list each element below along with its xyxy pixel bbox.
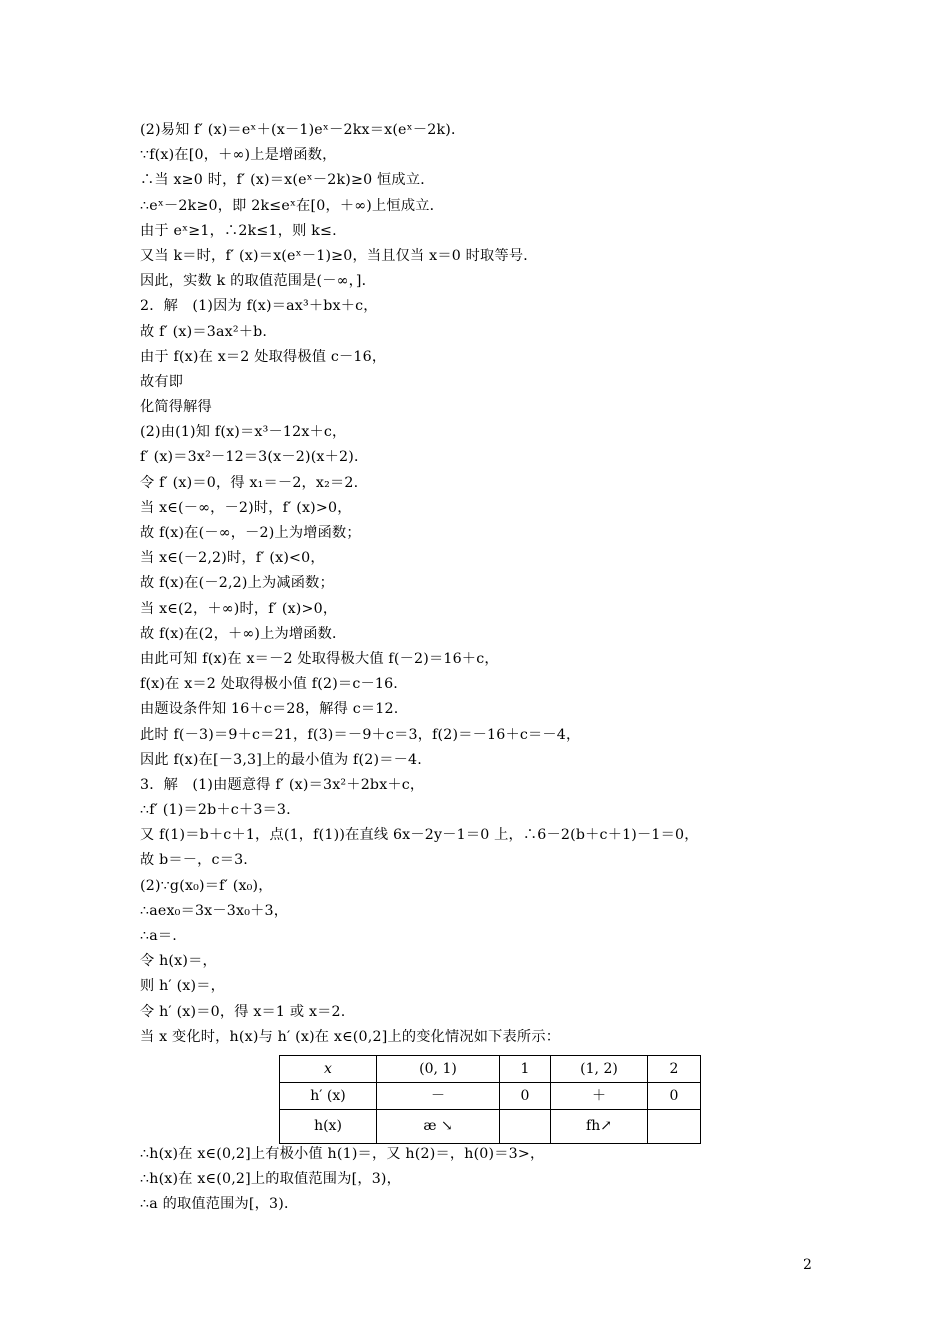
text-line: 因此，实数 k 的取值范围是(－∞，]． xyxy=(140,273,377,290)
variation-table xyxy=(279,1055,701,1144)
text-line: 故 b＝－，c＝3. xyxy=(140,852,249,869)
text-line: ∴当 x≥0 时，f′ (x)＝x(eˣ－2k)≥0 恒成立． xyxy=(140,172,435,189)
table-row xyxy=(280,1056,701,1083)
table-row xyxy=(280,1110,701,1144)
text-line: ∴h(x)在 x∈(0,2]上的取值范围为[，3)， xyxy=(140,1171,402,1188)
text-line: 2．解 (1)因为 f(x)＝ax³＋bx＋c， xyxy=(140,298,378,315)
text-line: ∴f′ (1)＝2b＋c＋3＝3. xyxy=(140,802,291,819)
table-cell: (0, 1) xyxy=(377,1056,500,1083)
solution-text-bottom xyxy=(140,1142,860,1218)
table-cell: 0 xyxy=(500,1083,551,1110)
table-cell: (1, 2) xyxy=(551,1056,648,1083)
table-cell: fh↗ xyxy=(551,1110,648,1144)
table-cell xyxy=(648,1110,701,1144)
text-line: ∴a＝. xyxy=(140,928,177,944)
table-cell xyxy=(500,1110,551,1144)
table-cell: h(x) xyxy=(280,1110,377,1144)
text-line: 令 h(x)＝， xyxy=(140,953,217,970)
table-cell: 2 xyxy=(648,1056,701,1083)
text-line: (2)易知 f′ (x)＝eˣ＋(x－1)eˣ－2kx＝x(eˣ－2k)． xyxy=(140,122,466,138)
text-line: 令 h′ (x)＝0，得 x＝1 或 x＝2. xyxy=(140,1003,346,1020)
table-cell: ＋ xyxy=(551,1083,648,1110)
text-line: 当 x∈(2，＋∞)时，f′ (x)>0， xyxy=(140,600,338,617)
table-cell: h′ (x) xyxy=(280,1083,377,1110)
text-line: (2)∵g(x₀)＝f′ (x₀)， xyxy=(140,877,273,894)
text-line: 故 f(x)在(2，＋∞)上为增函数． xyxy=(140,625,347,642)
text-line: 则 h′ (x)＝， xyxy=(140,978,226,995)
text-line: 当 x∈(－2,2)时，f′ (x)<0， xyxy=(140,550,325,567)
text-line: 由于 eˣ≥1，∴2k≤1，则 k≤. xyxy=(140,222,337,239)
text-line: f′ (x)＝3x²－12＝3(x－2)(x＋2)． xyxy=(140,449,369,466)
text-line: 由题设条件知 16＋c＝28，解得 c＝12. xyxy=(140,701,399,718)
solution-text-top xyxy=(140,118,860,1050)
text-line: 因此 f(x)在[－3,3]上的最小值为 f(2)＝－4. xyxy=(140,751,422,768)
text-line: 化简得解得 xyxy=(140,399,212,416)
text-line: ∵f(x)在[0，＋∞)上是增函数， xyxy=(140,147,337,164)
text-line: (2)由(1)知 f(x)＝x³－12x＋c， xyxy=(140,424,347,441)
text-line: 又当 k＝时，f′ (x)＝x(eˣ－1)≥0，当且仅当 x＝0 时取等号． xyxy=(140,247,538,264)
text-line: 3．解 (1)由题意得 f′ (x)＝3x²＋2bx＋c， xyxy=(140,776,425,793)
text-line: 故 f′ (x)＝3ax²＋b. xyxy=(140,323,268,340)
text-line: 令 f′ (x)＝0，得 x₁＝－2，x₂＝2. xyxy=(140,474,359,491)
text-line: 当 x∈(－∞，－2)时，f′ (x)>0， xyxy=(140,499,352,516)
table-cell: 1 xyxy=(500,1056,551,1083)
text-line: ∴eˣ－2k≥0，即 2k≤eˣ在[0，＋∞)上恒成立． xyxy=(140,197,444,214)
text-line: 由此可知 f(x)在 x＝－2 处取得极大值 f(－2)＝16＋c， xyxy=(140,650,499,667)
table-cell: 0 xyxy=(648,1083,701,1110)
text-line: 故有即 xyxy=(140,373,184,390)
text-line: 由于 f(x)在 x＝2 处取得极值 c－16， xyxy=(140,348,387,365)
table-cell: æ ↘ xyxy=(377,1110,500,1144)
text-line: ∴a 的取值范围为[，3)． xyxy=(140,1196,299,1213)
text-line: 当 x 变化时，h(x)与 h′ (x)在 x∈(0,2]上的变化情况如下表所示： xyxy=(140,1028,561,1045)
table-cell: x xyxy=(280,1056,377,1083)
table-cell: － xyxy=(377,1083,500,1110)
page-number: 2 xyxy=(803,1257,812,1273)
text-line: ∴aex₀＝3x－3x₀＋3， xyxy=(140,902,289,919)
text-line: 又 f(1)＝b＋c＋1，点(1，f(1))在直线 6x－2y－1＝0 上，∴6－2(b＋c＋1)－1＝0， xyxy=(140,827,699,844)
text-line: 故 f(x)在(－2,2)上为减函数； xyxy=(140,575,334,592)
text-line: f(x)在 x＝2 处取得极小值 f(2)＝c－16. xyxy=(140,676,399,693)
text-line: 此时 f(－3)＝9＋c＝21，f(3)＝－9＋c＝3，f(2)＝－16＋c＝－4， xyxy=(140,726,581,743)
table-row xyxy=(280,1083,701,1110)
text-line: ∴h(x)在 x∈(0,2]上有极小值 h(1)＝，又 h(2)＝，h(0)＝3>， xyxy=(140,1146,545,1162)
text-line: 故 f(x)在(－∞，－2)上为增函数； xyxy=(140,525,361,541)
